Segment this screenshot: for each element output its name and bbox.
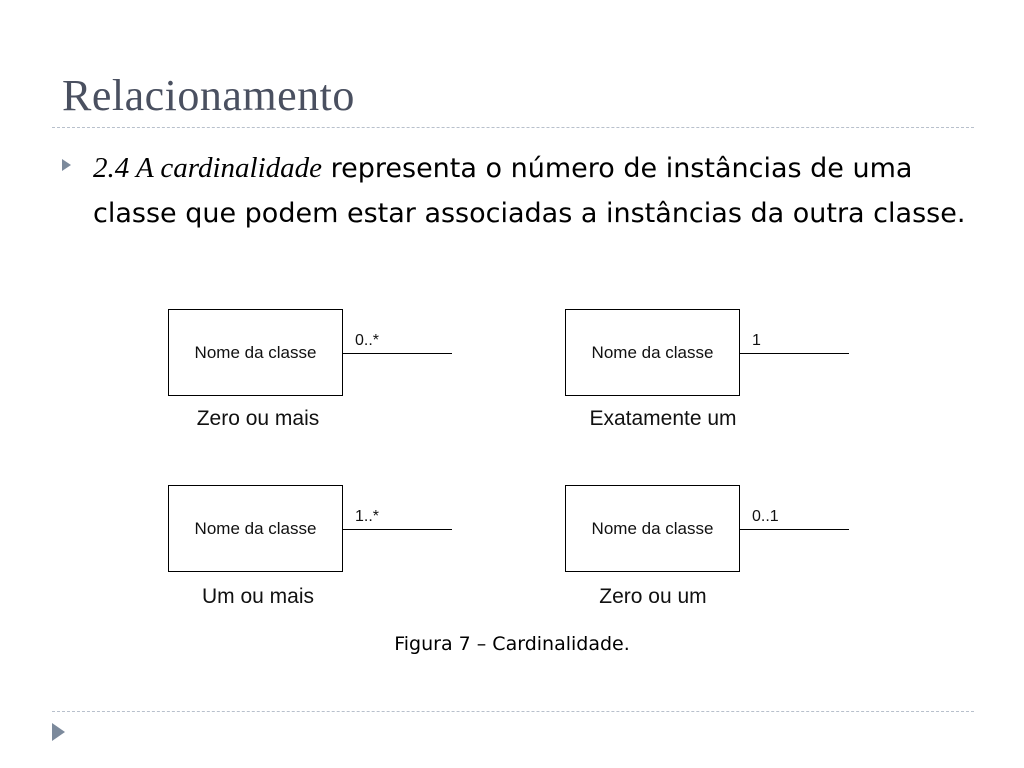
association-line <box>740 353 849 354</box>
figure-caption: Figura 7 – Cardinalidade. <box>394 633 630 655</box>
multiplicity-label: 0..* <box>355 332 380 349</box>
association-line <box>343 353 452 354</box>
bullet-body: representa o número de instâncias de uma classe que podem estar associadas a instâncias da outra classe. <box>93 153 966 229</box>
class-box: Nome da classe <box>565 485 740 572</box>
association-line <box>740 529 849 530</box>
class-box: Nome da classe <box>168 309 343 396</box>
next-slide-arrow-icon[interactable] <box>52 723 65 741</box>
slide-title: Relacionamento <box>62 71 355 120</box>
multiplicity-label: 1 <box>752 332 761 349</box>
footer-divider <box>52 711 974 712</box>
multiplicity-label: 1..* <box>355 508 380 525</box>
diagram-caption: Zero ou mais <box>196 407 320 430</box>
diagram-caption: Exatamente um <box>589 407 737 430</box>
class-box: Nome da classe <box>565 309 740 396</box>
class-box: Nome da classe <box>168 485 343 572</box>
diagram-caption: Um ou mais <box>201 585 315 608</box>
association-line <box>343 529 452 530</box>
bullet-lead: 2.4 A cardinalidade <box>93 152 323 184</box>
multiplicity-label: 0..1 <box>752 508 779 525</box>
diagram-caption: Zero ou um <box>599 585 707 608</box>
